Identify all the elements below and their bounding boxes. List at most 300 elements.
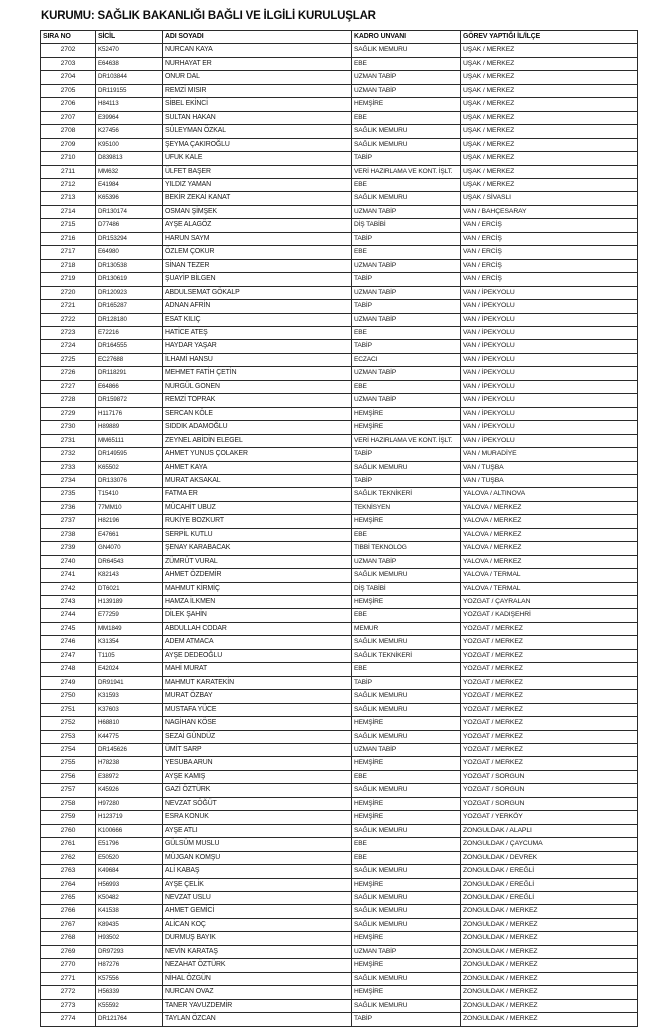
cell-sicil: H56339 [96,986,163,999]
cell-sira-no: 2753 [41,730,96,743]
cell-sira-no: 2744 [41,609,96,622]
column-header-adi-soyadi: ADI SOYADI [163,31,352,44]
table-row [41,138,638,151]
cell-gorev-yeri: VAN / ERCİŞ [461,232,638,245]
cell-sicil: DR130538 [96,259,163,272]
personnel-registry-table [40,30,638,1027]
column-header-kadro-unvani: KADRO UNVANI [352,31,461,44]
cell-sira-no: 2718 [41,259,96,272]
table-row [41,98,638,111]
cell-gorev-yeri: VAN / BAHÇESARAY [461,205,638,218]
table-row [41,353,638,366]
cell-sira-no: 2747 [41,649,96,662]
column-header-gorev-yeri: GÖREV YAPTIĞI İL/İLÇE [461,31,638,44]
table-row [41,488,638,501]
cell-gorev-yeri: YALOVA / TERMAL [461,569,638,582]
cell-sira-no: 2709 [41,138,96,151]
cell-adi-soyadi: NURCAN KAYA [163,44,352,57]
cell-sira-no: 2733 [41,461,96,474]
cell-sicil: DR118291 [96,367,163,380]
cell-sicil: DR159872 [96,394,163,407]
cell-kadro-unvani: UZMAN TABİP [352,259,461,272]
cell-kadro-unvani: EBE [352,111,461,124]
cell-adi-soyadi: AYŞE DEDEOĞLU [163,649,352,662]
cell-sicil: DT6021 [96,582,163,595]
table-row [41,501,638,514]
cell-kadro-unvani: HEMŞİRE [352,98,461,111]
cell-kadro-unvani: HEMŞİRE [352,878,461,891]
cell-sira-no: 2725 [41,353,96,366]
cell-kadro-unvani: SAĞLIK MEMURU [352,192,461,205]
cell-sicil: DR130174 [96,205,163,218]
cell-adi-soyadi: ALİCAN KOÇ [163,918,352,931]
table-row [41,246,638,259]
cell-kadro-unvani: SAĞLIK MEMURU [352,784,461,797]
cell-adi-soyadi: ADNAN AFRİN [163,300,352,313]
table-row [41,582,638,595]
cell-kadro-unvani: UZMAN TABİP [352,205,461,218]
cell-gorev-yeri: YOZGAT / MERKEZ [461,676,638,689]
cell-sicil: H139189 [96,596,163,609]
cell-adi-soyadi: MÜCAHİT UBUZ [163,501,352,514]
cell-gorev-yeri: VAN / İPEKYOLU [461,313,638,326]
cell-kadro-unvani: TABİP [352,340,461,353]
cell-adi-soyadi: TANER YAVUZDEMİR [163,999,352,1012]
cell-kadro-unvani: UZMAN TABİP [352,71,461,84]
table-row [41,649,638,662]
cell-gorev-yeri: VAN / İPEKYOLU [461,353,638,366]
cell-gorev-yeri: YOZGAT / SORGUN [461,797,638,810]
cell-sicil: D839813 [96,152,163,165]
cell-sicil: K27456 [96,125,163,138]
cell-kadro-unvani: SAĞLIK MEMURU [352,690,461,703]
cell-sicil: H93502 [96,932,163,945]
cell-adi-soyadi: NURCAN OVAZ [163,986,352,999]
cell-sicil: K89435 [96,918,163,931]
cell-sicil: H56993 [96,878,163,891]
cell-sira-no: 2734 [41,474,96,487]
cell-sira-no: 2763 [41,865,96,878]
cell-gorev-yeri: UŞAK / MERKEZ [461,71,638,84]
cell-gorev-yeri: YOZGAT / MERKEZ [461,663,638,676]
cell-kadro-unvani: UZMAN TABİP [352,84,461,97]
table-row [41,84,638,97]
cell-gorev-yeri: ZONGULDAK / DEVREK [461,851,638,864]
cell-gorev-yeri: VAN / İPEKYOLU [461,421,638,434]
cell-kadro-unvani: HEMŞİRE [352,986,461,999]
cell-sira-no: 2712 [41,178,96,191]
cell-sira-no: 2727 [41,380,96,393]
cell-adi-soyadi: MURAT ÖZBAY [163,690,352,703]
cell-sira-no: 2757 [41,784,96,797]
table-header [41,31,638,44]
cell-gorev-yeri: YOZGAT / SORGUN [461,784,638,797]
cell-sicil: K50482 [96,892,163,905]
cell-adi-soyadi: HATİCE ATEŞ [163,326,352,339]
table-row [41,71,638,84]
cell-gorev-yeri: UŞAK / MERKEZ [461,111,638,124]
cell-sicil: T1105 [96,649,163,662]
cell-gorev-yeri: YALOVA / MERKEZ [461,515,638,528]
table-row [41,125,638,138]
table-row [41,770,638,783]
cell-adi-soyadi: İLHAMİ HANSU [163,353,352,366]
cell-gorev-yeri: ZONGULDAK / ÇAYCUMA [461,838,638,851]
cell-gorev-yeri: YOZGAT / MERKEZ [461,690,638,703]
cell-sira-no: 2760 [41,824,96,837]
cell-adi-soyadi: UFUK KALE [163,152,352,165]
cell-sicil: K65502 [96,461,163,474]
cell-adi-soyadi: NURHAYAT ER [163,57,352,70]
table-row [41,717,638,730]
cell-kadro-unvani: SAĞLIK MEMURU [352,824,461,837]
cell-gorev-yeri: VAN / İPEKYOLU [461,394,638,407]
cell-sira-no: 2765 [41,892,96,905]
cell-sira-no: 2738 [41,528,96,541]
cell-kadro-unvani: UZMAN TABİP [352,945,461,958]
table-row [41,461,638,474]
page-title: KURUMU: SAĞLIK BAKANLIĞI BAĞLI VE İLGİLİ KURULUŞLAR [41,10,376,22]
cell-adi-soyadi: GÜLSÜM MUSLU [163,838,352,851]
cell-kadro-unvani: ECZACI [352,353,461,366]
cell-sicil: E50520 [96,851,163,864]
column-header-sira-no: SIRA NO [41,31,96,44]
table-row [41,219,638,232]
cell-gorev-yeri: ZONGULDAK / MERKEZ [461,918,638,931]
cell-gorev-yeri: VAN / İPEKYOLU [461,300,638,313]
cell-gorev-yeri: YALOVA / TERMAL [461,582,638,595]
cell-sicil: E51796 [96,838,163,851]
cell-adi-soyadi: AYŞE ALAGÖZ [163,219,352,232]
cell-sira-no: 2714 [41,205,96,218]
cell-kadro-unvani: EBE [352,609,461,622]
table-row [41,57,638,70]
table-row [41,192,638,205]
cell-sira-no: 2769 [41,945,96,958]
cell-kadro-unvani: EBE [352,57,461,70]
cell-gorev-yeri: VAN / İPEKYOLU [461,380,638,393]
cell-gorev-yeri: YALOVA / MERKEZ [461,555,638,568]
cell-sicil: DR119155 [96,84,163,97]
cell-kadro-unvani: EBE [352,326,461,339]
column-header-sicil: SİCİL [96,31,163,44]
cell-sira-no: 2704 [41,71,96,84]
cell-gorev-yeri: VAN / ERCİŞ [461,246,638,259]
cell-sira-no: 2706 [41,98,96,111]
cell-gorev-yeri: YOZGAT / MERKEZ [461,636,638,649]
cell-gorev-yeri: UŞAK / MERKEZ [461,57,638,70]
cell-adi-soyadi: BEKİR ZEKAİ KANAT [163,192,352,205]
cell-sicil: H82196 [96,515,163,528]
cell-sira-no: 2750 [41,690,96,703]
cell-sira-no: 2746 [41,636,96,649]
cell-gorev-yeri: UŞAK / SİVASLI [461,192,638,205]
table-row [41,959,638,972]
cell-adi-soyadi: MEHMET FATİH ÇETİN [163,367,352,380]
cell-sira-no: 2717 [41,246,96,259]
cell-kadro-unvani: UZMAN TABİP [352,286,461,299]
cell-gorev-yeri: ZONGULDAK / MERKEZ [461,932,638,945]
cell-sicil: DR91941 [96,676,163,689]
cell-adi-soyadi: SERCAN KÖLE [163,407,352,420]
cell-kadro-unvani: SAĞLIK MEMURU [352,569,461,582]
cell-sira-no: 2728 [41,394,96,407]
cell-sira-no: 2749 [41,676,96,689]
cell-sira-no: 2731 [41,434,96,447]
cell-adi-soyadi: MUSTAFA YÜCE [163,703,352,716]
cell-kadro-unvani: TABİP [352,1013,461,1026]
table-row [41,542,638,555]
cell-kadro-unvani: TABİP [352,152,461,165]
cell-gorev-yeri: YOZGAT / YERKÖY [461,811,638,824]
cell-adi-soyadi: ÜMİT SARP [163,744,352,757]
cell-kadro-unvani: HEMŞİRE [352,797,461,810]
cell-sira-no: 2732 [41,448,96,461]
cell-adi-soyadi: SİNAN TEZER [163,259,352,272]
cell-sicil: DR97293 [96,945,163,958]
cell-sicil: H123719 [96,811,163,824]
cell-adi-soyadi: SULTAN HAKAN [163,111,352,124]
cell-kadro-unvani: VERİ HAZIRLAMA VE KONT. İŞLT. [352,165,461,178]
cell-sicil: DR128180 [96,313,163,326]
cell-adi-soyadi: REMZİ TOPRAK [163,394,352,407]
table-row [41,865,638,878]
cell-sicil: K44775 [96,730,163,743]
cell-sira-no: 2707 [41,111,96,124]
cell-sicil: E41984 [96,178,163,191]
cell-kadro-unvani: HEMŞİRE [352,932,461,945]
table-row [41,555,638,568]
cell-gorev-yeri: VAN / ERCİŞ [461,259,638,272]
table-row [41,205,638,218]
cell-adi-soyadi: NİHAL ÖZGÜN [163,972,352,985]
table-row [41,313,638,326]
cell-sicil: DR145626 [96,744,163,757]
table-row [41,703,638,716]
table-row [41,744,638,757]
cell-sira-no: 2741 [41,569,96,582]
cell-sira-no: 2729 [41,407,96,420]
cell-kadro-unvani: EBE [352,663,461,676]
cell-sira-no: 2770 [41,959,96,972]
cell-sicil: EC27688 [96,353,163,366]
table-row [41,905,638,918]
cell-adi-soyadi: ÖZLEM ÇOKUR [163,246,352,259]
cell-gorev-yeri: VAN / TUŞBA [461,474,638,487]
table-row [41,690,638,703]
cell-kadro-unvani: UZMAN TABİP [352,313,461,326]
table-row [41,784,638,797]
cell-sicil: H78238 [96,757,163,770]
table-row [41,676,638,689]
cell-adi-soyadi: DİLEK ŞAHİN [163,609,352,622]
cell-kadro-unvani: EBE [352,838,461,851]
cell-kadro-unvani: SAĞLIK MEMURU [352,918,461,931]
cell-sicil: GN4070 [96,542,163,555]
table-row [41,528,638,541]
cell-adi-soyadi: NURGÜL GONEN [163,380,352,393]
cell-kadro-unvani: SAĞLIK MEMURU [352,138,461,151]
table-row [41,932,638,945]
cell-sicil: DR103844 [96,71,163,84]
cell-sicil: K41538 [96,905,163,918]
cell-kadro-unvani: UZMAN TABİP [352,744,461,757]
table-row [41,259,638,272]
cell-gorev-yeri: ZONGULDAK / MERKEZ [461,972,638,985]
table-row [41,165,638,178]
cell-kadro-unvani: SAĞLIK MEMURU [352,892,461,905]
cell-adi-soyadi: TAYLAN ÖZCAN [163,1013,352,1026]
cell-adi-soyadi: FATMA ER [163,488,352,501]
cell-kadro-unvani: HEMŞİRE [352,515,461,528]
cell-kadro-unvani: EBE [352,178,461,191]
cell-kadro-unvani: SAĞLIK MEMURU [352,999,461,1012]
cell-sira-no: 2703 [41,57,96,70]
cell-kadro-unvani: EBE [352,528,461,541]
cell-adi-soyadi: ÜLFET BAŞER [163,165,352,178]
cell-sira-no: 2721 [41,300,96,313]
cell-sicil: D77486 [96,219,163,232]
cell-gorev-yeri: YOZGAT / MERKEZ [461,622,638,635]
cell-sira-no: 2771 [41,972,96,985]
cell-sicil: K31354 [96,636,163,649]
table-row [41,232,638,245]
cell-kadro-unvani: SAĞLIK MEMURU [352,972,461,985]
cell-gorev-yeri: ZONGULDAK / EREĞLİ [461,892,638,905]
cell-kadro-unvani: HEMŞİRE [352,757,461,770]
cell-adi-soyadi: ADEM ATMACA [163,636,352,649]
table-row [41,111,638,124]
cell-sicil: E47661 [96,528,163,541]
cell-gorev-yeri: YOZGAT / SORGUN [461,770,638,783]
cell-adi-soyadi: HAMZA İLKMEN [163,596,352,609]
cell-adi-soyadi: HARUN SAYM [163,232,352,245]
table-row [41,838,638,851]
cell-adi-soyadi: RUKİYE BOZKURT [163,515,352,528]
cell-gorev-yeri: ZONGULDAK / ALAPLI [461,824,638,837]
cell-adi-soyadi: MURAT AKSAKAL [163,474,352,487]
cell-gorev-yeri: UŞAK / MERKEZ [461,98,638,111]
cell-adi-soyadi: ZEYNEL ABİDİN ELEGEL [163,434,352,447]
cell-sira-no: 2719 [41,273,96,286]
cell-sira-no: 2762 [41,851,96,864]
cell-sira-no: 2726 [41,367,96,380]
cell-sicil: K55592 [96,999,163,1012]
cell-sicil: T15410 [96,488,163,501]
cell-sicil: DR64543 [96,555,163,568]
cell-kadro-unvani: DİŞ TABİBİ [352,219,461,232]
cell-kadro-unvani: SAĞLIK MEMURU [352,703,461,716]
table-row [41,636,638,649]
cell-kadro-unvani: UZMAN TABİP [352,555,461,568]
cell-adi-soyadi: ABDULLAH CODAR [163,622,352,635]
cell-sira-no: 2723 [41,326,96,339]
cell-sicil: K100666 [96,824,163,837]
table-body [41,44,638,1026]
cell-gorev-yeri: YALOVA / ALTINOVA [461,488,638,501]
cell-adi-soyadi: ESAT KILIÇ [163,313,352,326]
cell-gorev-yeri: VAN / İPEKYOLU [461,407,638,420]
cell-gorev-yeri: UŞAK / MERKEZ [461,84,638,97]
cell-adi-soyadi: NEVİN KARATAŞ [163,945,352,958]
cell-adi-soyadi: ABDULSEMAT GÖKALP [163,286,352,299]
cell-sicil: 77MM10 [96,501,163,514]
cell-gorev-yeri: ZONGULDAK / MERKEZ [461,1013,638,1026]
table-row [41,878,638,891]
cell-adi-soyadi: OSMAN ŞİMŞEK [163,205,352,218]
cell-kadro-unvani: TABİP [352,273,461,286]
cell-sira-no: 2740 [41,555,96,568]
cell-sira-no: 2739 [41,542,96,555]
cell-sira-no: 2708 [41,125,96,138]
table-row [41,797,638,810]
cell-sira-no: 2748 [41,663,96,676]
table-row [41,367,638,380]
cell-sira-no: 2752 [41,717,96,730]
cell-kadro-unvani: TABİP [352,232,461,245]
cell-sicil: K52470 [96,44,163,57]
cell-sira-no: 2743 [41,596,96,609]
cell-gorev-yeri: VAN / İPEKYOLU [461,367,638,380]
cell-adi-soyadi: SÜLEYMAN ÖZKAL [163,125,352,138]
cell-kadro-unvani: SAĞLIK TEKNİKERİ [352,649,461,662]
cell-sicil: K37603 [96,703,163,716]
cell-adi-soyadi: ONUR DAL [163,71,352,84]
cell-sicil: DR149595 [96,448,163,461]
cell-sira-no: 2702 [41,44,96,57]
table-row [41,851,638,864]
cell-gorev-yeri: VAN / TUŞBA [461,461,638,474]
cell-adi-soyadi: ŞEYMA ÇAKIROĞLU [163,138,352,151]
table-row [41,918,638,931]
cell-sira-no: 2754 [41,744,96,757]
table-row [41,434,638,447]
cell-sira-no: 2722 [41,313,96,326]
cell-gorev-yeri: VAN / ERCİŞ [461,273,638,286]
table-row [41,663,638,676]
cell-kadro-unvani: SAĞLIK MEMURU [352,865,461,878]
cell-kadro-unvani: SAĞLIK MEMURU [352,44,461,57]
cell-gorev-yeri: ZONGULDAK / EREĞLİ [461,878,638,891]
cell-kadro-unvani: TABİP [352,676,461,689]
cell-sicil: E38972 [96,770,163,783]
cell-sicil: E77259 [96,609,163,622]
cell-sicil: MM1849 [96,622,163,635]
cell-adi-soyadi: YESUBA ARUN [163,757,352,770]
cell-kadro-unvani: EBE [352,380,461,393]
cell-adi-soyadi: MÜJGAN KOMŞU [163,851,352,864]
cell-sira-no: 2772 [41,986,96,999]
cell-kadro-unvani: SAĞLIK MEMURU [352,905,461,918]
cell-sira-no: 2768 [41,932,96,945]
cell-gorev-yeri: YOZGAT / ÇAYRALAN [461,596,638,609]
cell-sira-no: 2773 [41,999,96,1012]
cell-gorev-yeri: VAN / MURADİYE [461,448,638,461]
cell-gorev-yeri: YALOVA / MERKEZ [461,542,638,555]
cell-sicil: E64980 [96,246,163,259]
cell-sira-no: 2745 [41,622,96,635]
cell-sicil: H84113 [96,98,163,111]
cell-adi-soyadi: MAHİ MURAT [163,663,352,676]
cell-sira-no: 2737 [41,515,96,528]
cell-sicil: H87276 [96,959,163,972]
cell-sicil: DR130619 [96,273,163,286]
cell-adi-soyadi: SİBEL EKİNCİ [163,98,352,111]
cell-gorev-yeri: UŞAK / MERKEZ [461,152,638,165]
cell-sira-no: 2735 [41,488,96,501]
cell-kadro-unvani: EBE [352,770,461,783]
table-row [41,286,638,299]
